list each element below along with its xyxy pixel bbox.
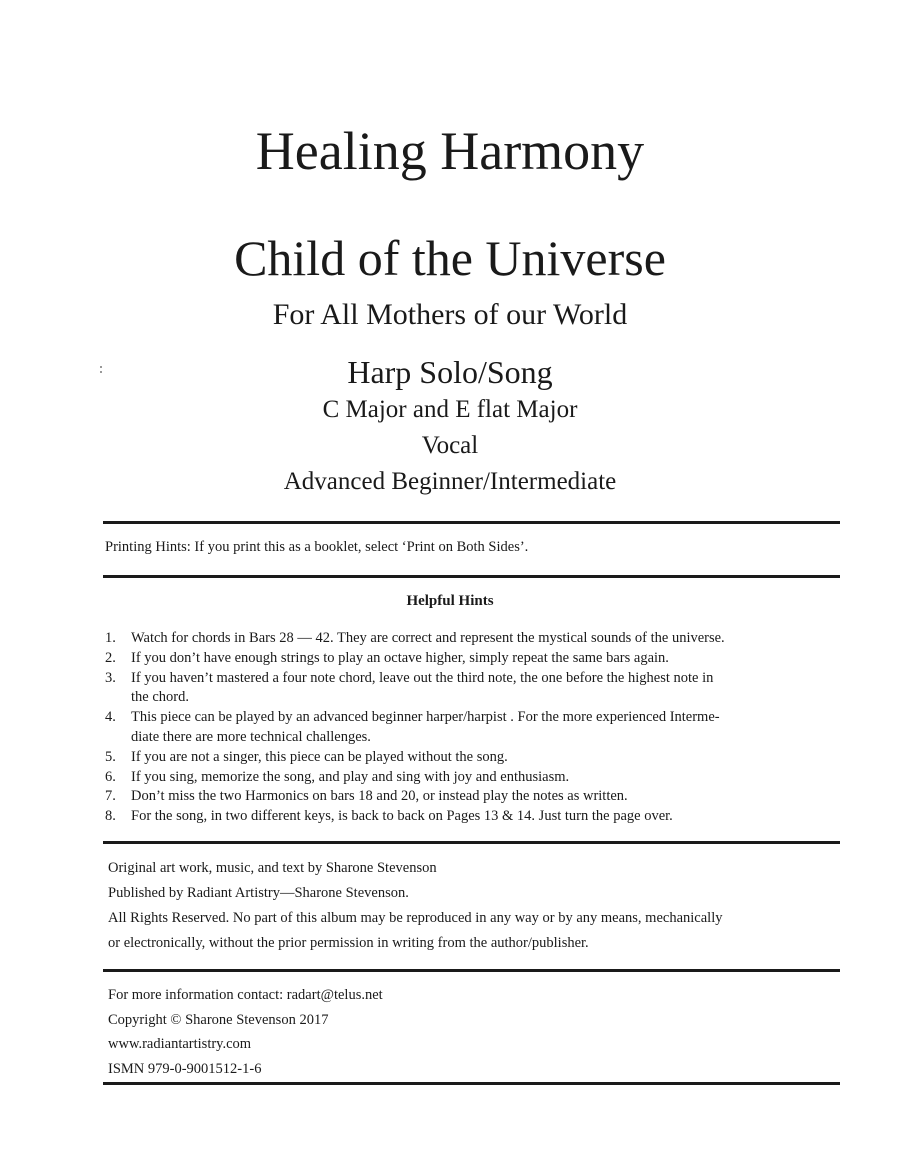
hint-item (105, 669, 845, 709)
printing-hint: Printing Hints: If you print this as a booklet, select ‘Print on Both Sides’. (105, 539, 529, 555)
hint-item (105, 768, 845, 788)
level: Advanced Beginner/Intermediate (283, 468, 617, 495)
helpful-hints-title: Helpful Hints (406, 593, 494, 609)
divider-rule (103, 1082, 840, 1085)
series-title: Healing Harmony (255, 121, 645, 181)
contact-block (108, 983, 848, 1081)
divider-rule (103, 575, 840, 578)
keys: C Major and E flat Major (322, 396, 578, 423)
hint-text: Don’t miss the two Harmonics on bars 18 and 20, or instead play the notes as written. (131, 788, 628, 805)
hint-item (105, 807, 845, 827)
hint-text: If you haven’t mastered a four note chord, leave out the third note, the one before the highest note in (131, 669, 714, 686)
divider-rule (103, 841, 840, 844)
divider-rule (103, 969, 840, 972)
hint-number: 1. (105, 630, 116, 646)
hint-number: 8. (105, 808, 116, 825)
hint-number: 3. (105, 669, 116, 686)
instrumentation: Harp Solo/Song (347, 354, 553, 390)
piece-title: Child of the Universe (234, 230, 666, 286)
hint-number: 4. (105, 709, 116, 726)
hint-text: If you are not a singer, this piece can be played without the song. (131, 748, 508, 765)
hint-item (105, 629, 845, 649)
credits-line: or electronically, without the prior permission in writing from the author/publisher. (108, 935, 589, 951)
hint-item (105, 787, 845, 807)
contact-line: ISMN 979-0-9001512-1-6 (108, 1060, 262, 1077)
hint-text-continued: the chord. (131, 689, 189, 706)
hint-item (105, 649, 845, 669)
contact-line: Copyright © Sharone Stevenson 2017 (108, 1011, 329, 1028)
credits-block (108, 856, 848, 956)
hint-text: If you don’t have enough strings to play an octave higher, simply repeat the same bars again. (131, 649, 669, 666)
credits-line: Original art work, music, and text by Sharone Stevenson (108, 860, 437, 876)
hint-item (105, 748, 845, 768)
helpful-hints-list (105, 629, 845, 827)
hint-text: If you sing, memorize the song, and play and sing with joy and enthusiasm. (131, 768, 570, 785)
credits-line: Published by Radiant Artistry—Sharone Stevenson. (108, 885, 409, 901)
contact-line: www.radiantartistry.com (108, 1036, 252, 1052)
dedication: For All Mothers of our World (272, 298, 628, 331)
hint-number: 2. (105, 649, 116, 666)
hint-item (105, 708, 845, 748)
divider-rule (103, 521, 840, 524)
hint-text: Watch for chords in Bars 28 — 42. They are correct and represent the mystical sounds of the universe. (131, 630, 725, 646)
hint-number: 7. (105, 788, 116, 805)
hint-text: This piece can be played by an advanced beginner harper/harpist . For the more experienced Interme- (131, 709, 720, 726)
contact-line: For more information contact: radart@telus.net (108, 987, 383, 1003)
credits-line: All Rights Reserved. No part of this album may be reproduced in any way or by any means, mechanically (108, 910, 723, 926)
hint-text-continued: diate there are more technical challenges. (131, 728, 371, 745)
voice: Vocal (421, 432, 479, 459)
hint-number: 6. (105, 768, 116, 785)
hint-text: For the song, in two different keys, is back to back on Pages 13 & 14. Just turn the page over. (131, 808, 673, 825)
hint-number: 5. (105, 748, 116, 765)
